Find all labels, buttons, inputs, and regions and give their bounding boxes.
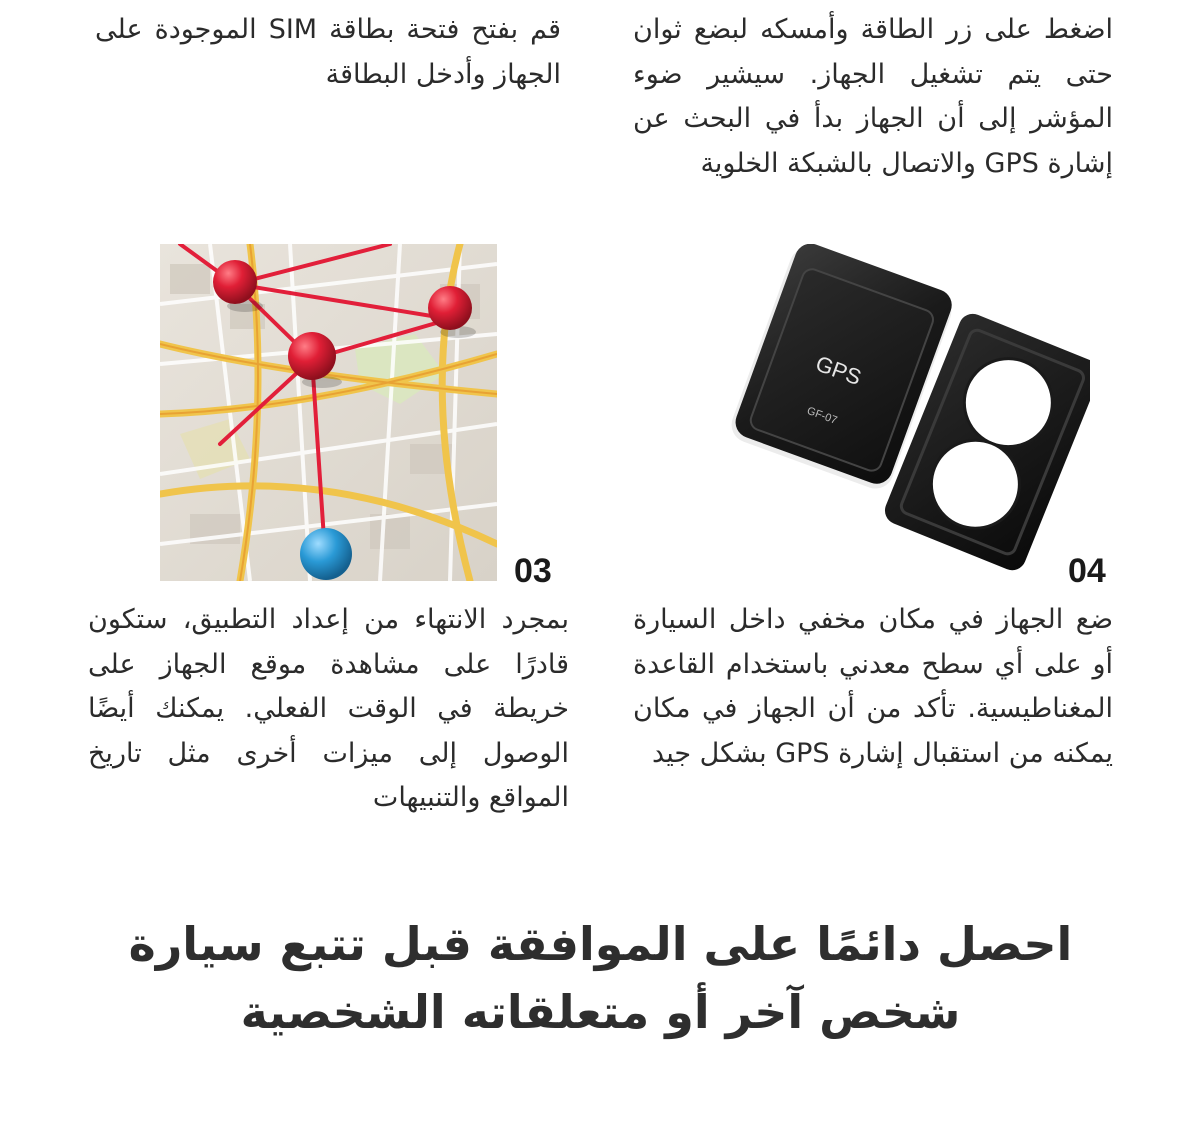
blue-pin-icon [300,528,352,580]
consent-headline: احصل دائمًا على الموافقة قبل تتبع سيارة شخص آخر أو متعلقاته الشخصية [128,917,1073,1039]
red-pin-icon [288,332,336,380]
step-number-04: 04 [1068,552,1106,590]
red-pin-icon [213,260,257,304]
step-power-on-text: اضغط على زر الطاقة وأمسكه لبضع ثوان حتى يتم تشغيل الجهاز. سيشير ضوء المؤشر إلى أن الجهاز بدأ في البحث عن إشارة GPS والاتصال بالشبكة الخلوية [633,14,1113,179]
step-app-tracking-text: بمجرد الانتهاء من إعداد التطبيق، ستكون قادرًا على مشاهدة موقع الجهاز على خريطة في الوقت الفعلي. يمكنك أيضًا الوصول إلى ميزات أخرى مثل تاريخ المواقع والتنبيهات [88,604,569,813]
step-number-03: 03 [514,552,552,590]
gps-tracker-icon [730,244,1090,574]
map-with-pins-photo [160,244,497,581]
red-pin-icon [428,286,472,330]
map-with-pins-icon [160,244,497,581]
step-sim-card-text: قم بفتح فتحة بطاقة SIM الموجودة على الجهاز وأدخل البطاقة [95,14,562,90]
gps-tracker-device-photo [730,244,1090,574]
step-placement-text: ضع الجهاز في مكان مخفي داخل السيارة أو على أي سطح معدني باستخدام القاعدة المغناطيسية. تأكد من أن الجهاز في مكان يمكنه من استقبال إشارة GPS بشكل جيد [633,604,1113,769]
device-model-label: GF-07 [805,404,839,427]
device-gps-label: GPS [812,350,865,391]
